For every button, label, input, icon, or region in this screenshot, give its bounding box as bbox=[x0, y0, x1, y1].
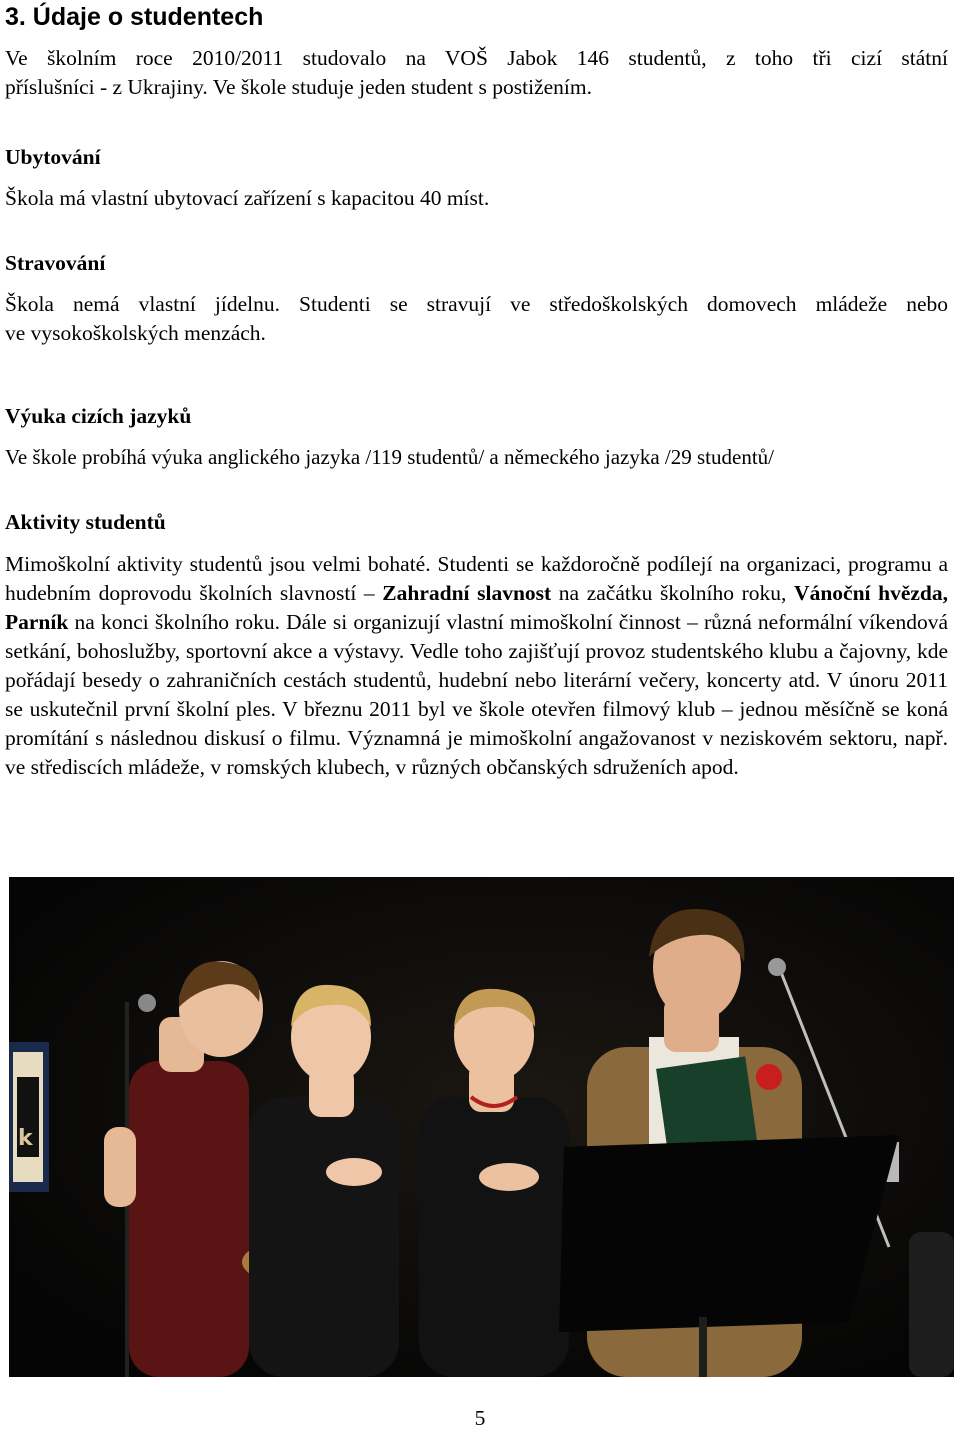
intro-paragraph-end bbox=[5, 73, 948, 102]
intro-paragraph bbox=[5, 44, 948, 73]
page-number: 5 bbox=[474, 1406, 486, 1430]
stravovani-line-2: ve vysokoškolských menzách. bbox=[5, 321, 266, 345]
section-heading: 3. Údaje o studentech bbox=[5, 3, 264, 31]
intro-line-2: příslušníci - z Ukrajiny. Ve škole studuje jeden student s postižením. bbox=[5, 75, 592, 99]
aktivity-text-3: na konci školního roku. Dále si organizují vlastní mimoškolní činnost – různá neformální víkendová setkání, bohoslužby, sportovní akce a výstavy. Vedle toho zajišťují provoz studentského klubu a čajovny, kde pořádají besedy o zahraničních cestách studentů, hudební nebo literární večery, koncerty atd. V únoru 2011 se uskutečnil první školní ples. V březnu 2011 byl ve škole otevřen filmový klub – jednou měsíčně se koná promítání s následnou diskusí o filmu. Významná je mimoškolní angažovanost v neziskovém sektoru, např. ve střediscích mládeže, v romských klubech, v různých občanských sdruženích apod. bbox=[5, 610, 948, 779]
stravovani-heading: Stravování bbox=[5, 251, 106, 275]
ubytovani-text: Škola má vlastní ubytovací zařízení s kapacitou 40 míst. bbox=[5, 186, 490, 210]
aktivity-heading: Aktivity studentů bbox=[5, 510, 166, 534]
stage-photo-illustration bbox=[9, 877, 954, 1377]
stravovani-line-1: Škola nemá vlastní jídelnu. Studenti se stravují ve středoškolských domovech mládeže nebo bbox=[5, 292, 948, 316]
music-stand bbox=[559, 1135, 899, 1332]
ubytovani-heading: Ubytování bbox=[5, 145, 101, 169]
aktivity-paragraph bbox=[5, 550, 948, 782]
banner-letter: k bbox=[18, 1126, 33, 1151]
stage-photo bbox=[9, 877, 954, 1377]
microphone-right bbox=[768, 958, 786, 976]
aktivity-bold-zahradni-slavnost: Zahradní slavnost bbox=[382, 581, 552, 605]
red-flower bbox=[756, 1064, 782, 1090]
jazyky-heading: Výuka cizích jazyků bbox=[5, 404, 192, 428]
stravovani-paragraph bbox=[5, 290, 948, 319]
intro-line-1: Ve školním roce 2010/2011 studovalo na VOŠ Jabok 146 studentů, z toho tři cizí státní bbox=[5, 46, 948, 70]
aktivity-text-1: Mimoškolní aktivity studentů jsou velmi bohaté. Studenti se každoročně podílejí na organizaci, programu a hudebním doprovodu školních slavností – bbox=[5, 552, 948, 605]
person-5 bbox=[909, 1232, 954, 1377]
stravovani-paragraph-end bbox=[5, 319, 948, 348]
jazyky-text: Ve škole probíhá výuka anglického jazyka /119 studentů/ a německého jazyka /29 studentů/ bbox=[5, 445, 775, 469]
microphone-left bbox=[138, 994, 156, 1012]
aktivity-text-2: na začátku školního roku, bbox=[551, 581, 795, 605]
aktivity-bold-vanocni-hvezda-parnik: Vánoční hvězda, Parník bbox=[5, 581, 948, 634]
